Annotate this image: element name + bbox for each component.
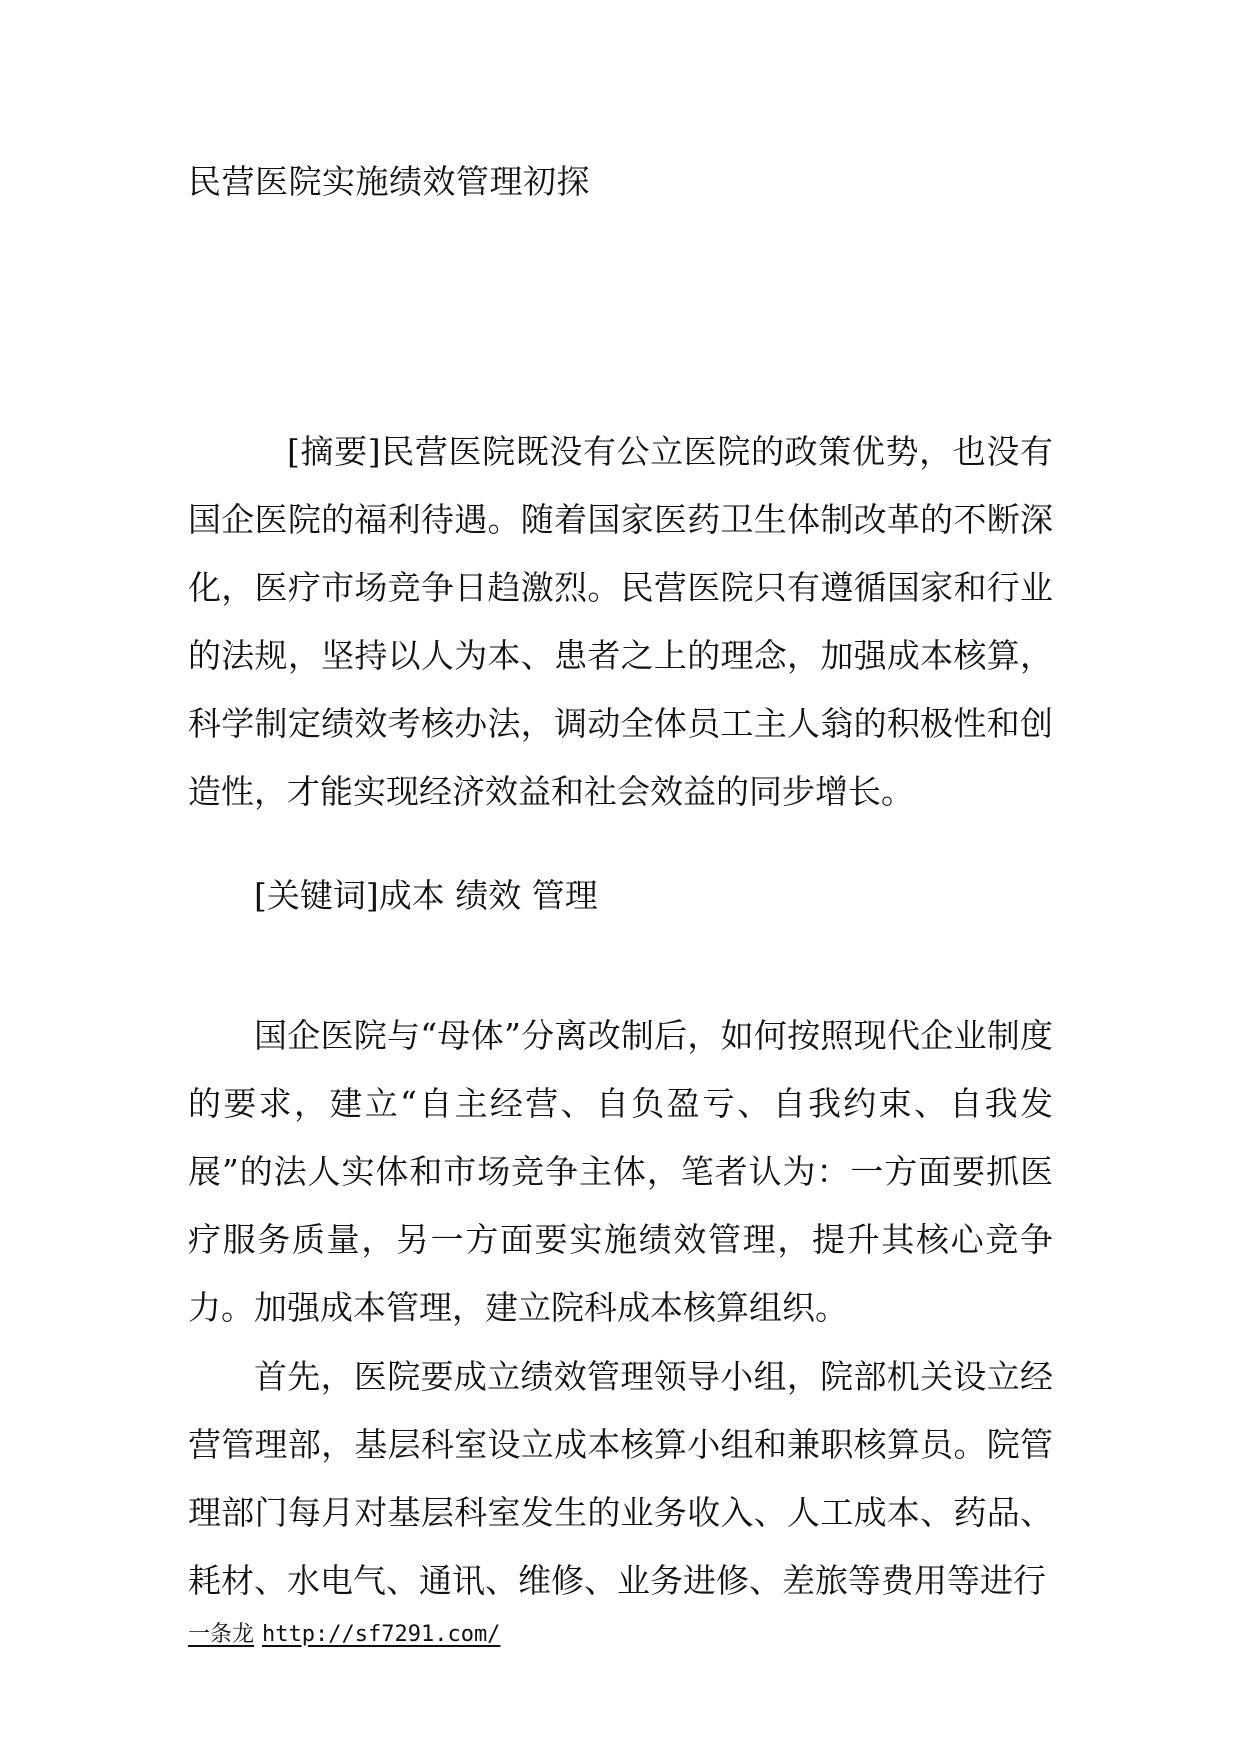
body-paragraph: 加强成本管理，建立院科成本核算组织。 xyxy=(254,1288,848,1327)
keywords-line: [关键词]成本 绩效 管理 xyxy=(254,876,598,915)
document-title: 民营医院实施绩效管理初探 xyxy=(188,162,590,201)
body-paragraph: 国企医院与“母体”分离改制后，如何按照现代企业制度的要求，建立“自主经营、自负盈亏、自我约束、自我发展”的法人实体和市场竞争主体，笔者认为：一方面要抓医疗服务质量，另一方面要实施绩效管理，提升其核心竞争力。 xyxy=(188,1016,1053,1327)
page-footer xyxy=(188,1620,500,1650)
footer-brand-link[interactable]: 一条龙 xyxy=(188,1622,255,1647)
footer-url-link[interactable]: http://sf7291.com/ xyxy=(262,1622,501,1647)
body-paragraph: 首先，医院要成立绩效管理领导小组，院部机关设立经营管理部，基层科室设立成本核算小组和兼职核算员。院管理部门每月对基层科室发生的业务收入、人工成本、药品、耗材、水电气、通讯、维修、业务进修、差旅等费用等进行 xyxy=(188,1357,1053,1600)
abstract-paragraph: [摘要]民营医院既没有公立医院的政策优势，也没有国企医院的福利待遇。随着国家医药卫生体制改革的不断深化，医疗市场竞争日趋激烈。民营医院只有遵循国家和行业的法规，坚持以人为本、患者之上的理念，加强成本核算，科学制定绩效考核办法，调动全体员工主人翁的积极性和创造性，才能实现经济效益和社会效益的同步增长。 xyxy=(188,432,1053,811)
